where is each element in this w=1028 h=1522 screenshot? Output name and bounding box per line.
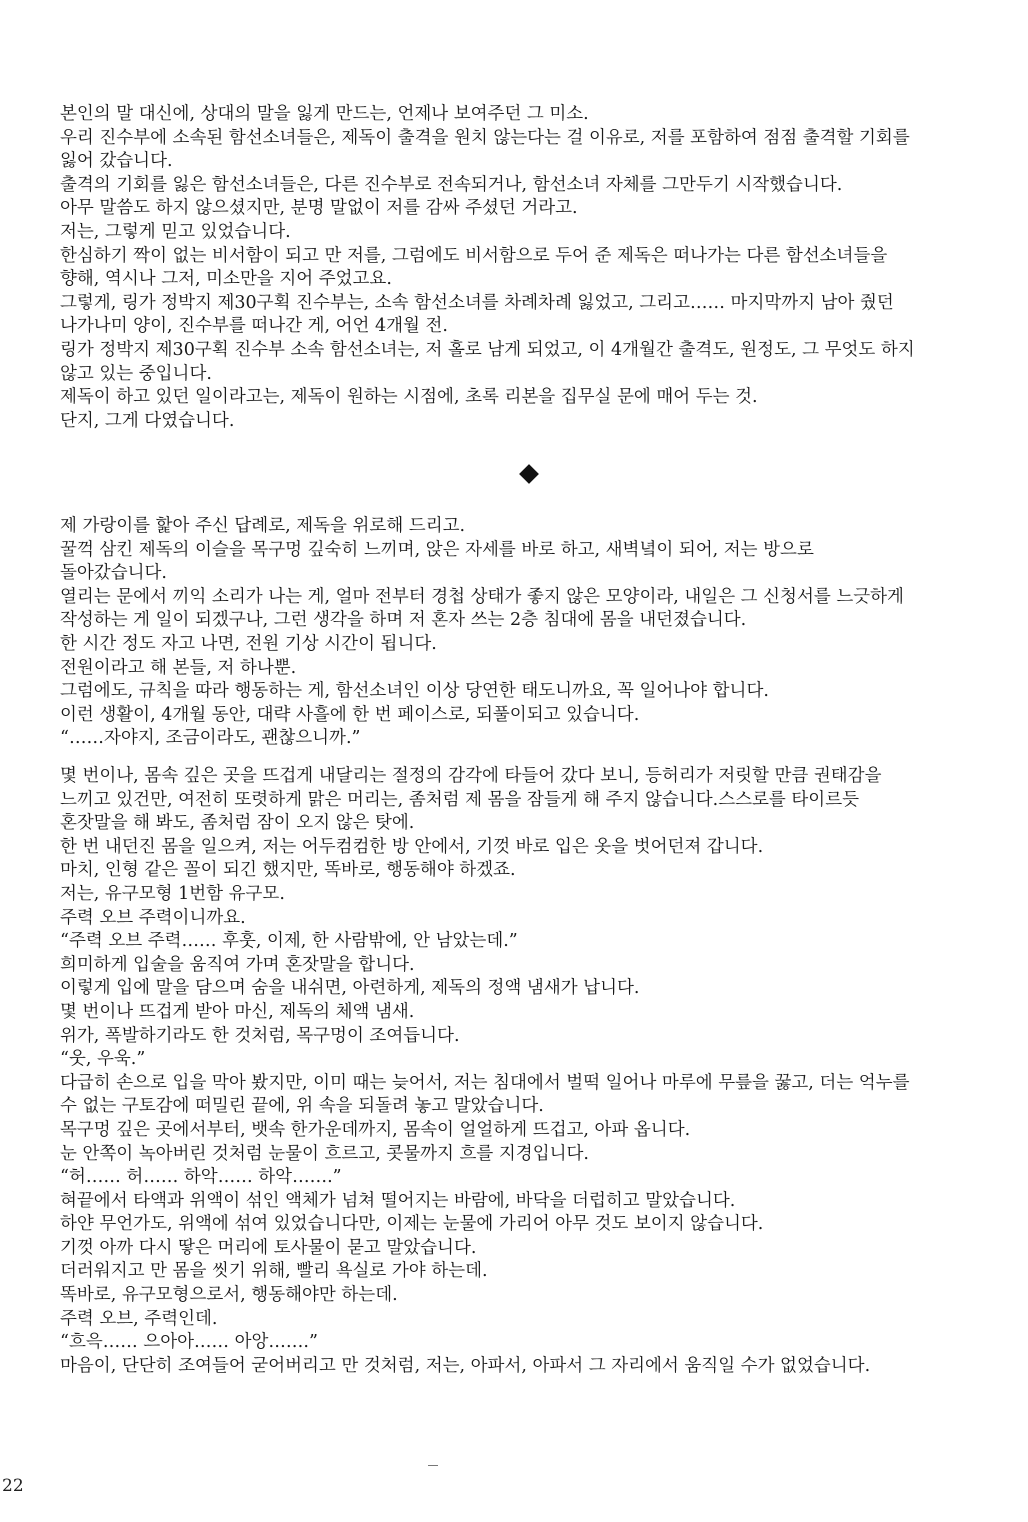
text-line: 한 번 내던진 몸을 일으켜, 저는 어두컴컴한 방 안에서, 기껏 바로 입은 옷을 벗어던져 갑니다. xyxy=(60,836,764,857)
text-line: 주력 오브, 주력인데. xyxy=(60,1308,218,1329)
text-line: 잃어 갔습니다. xyxy=(60,151,173,172)
text-line: 혼잣말을 해 봐도, 좀처럼 잠이 오지 않은 탓에. xyxy=(60,813,415,834)
text-line: 눈 안쪽이 녹아버린 것처럼 눈물이 흐르고, 콧물까지 흐를 지경입니다. xyxy=(60,1143,589,1164)
text-line: 저는, 그렇게 믿고 있었습니다. xyxy=(60,221,291,242)
text-line: 다급히 손으로 입을 막아 봤지만, 이미 때는 늦어서, 저는 침대에서 벌떡 일어나 마루에 무릎을 꿇고, 더는 억누를 xyxy=(60,1072,910,1093)
text-line: 한 시간 정도 자고 나면, 전원 기상 시간이 됩니다. xyxy=(60,633,437,654)
text-line: 이런 생활이, 4개월 동안, 대략 사흘에 한 번 페이스로, 되풀이되고 있습니다. xyxy=(60,704,640,725)
text-line: 본인의 말 대신에, 상대의 말을 잃게 만드는, 언제나 보여주던 그 미소. xyxy=(60,104,589,124)
text-line: “흐윽…… 으아아…… 아앙…….” xyxy=(60,1332,318,1353)
text-line: 주력 오브 주력이니까요. xyxy=(60,907,246,928)
text-line: 출격의 기회를 잃은 함선소녀들은, 다른 진수부로 전속되거나, 함선소녀 자체를 그만두기 시작했습니다. xyxy=(60,174,843,195)
text-line: 꿀꺽 삼킨 제독의 이슬을 목구멍 깊숙히 느끼며, 앉은 자세를 바로 하고, 새벽녘이 되어, 저는 방으로 xyxy=(60,539,814,560)
text-line: 마음이, 단단히 조여들어 굳어버리고 만 것처럼, 저는, 아파서, 아파서 그 자리에서 움직일 수가 없었습니다. xyxy=(60,1355,871,1376)
paragraph-block-1 xyxy=(60,103,1000,433)
text-line: “……자야지, 조금이라도, 괜찮으니까.” xyxy=(60,728,361,749)
text-line: 돌아갔습니다. xyxy=(60,563,167,584)
text-line: 전원이라고 해 본들, 저 하나뿐. xyxy=(60,657,297,678)
text-line: 혀끝에서 타액과 위액이 섞인 액체가 넘쳐 떨어지는 바람에, 바닥을 더럽히고 말았습니다. xyxy=(60,1190,736,1211)
text-line: 열리는 문에서 끼익 소리가 나는 게, 얼마 전부터 경첩 상태가 좋지 않은 모양이라, 내일은 그 신청서를 느긋하게 xyxy=(60,586,904,607)
paragraph-block-2 xyxy=(60,515,1000,751)
section-divider-diamond-icon xyxy=(519,464,539,484)
footer-mark xyxy=(428,1465,438,1466)
text-line: 더러워지고 만 몸을 씻기 위해, 빨리 욕실로 가야 하는데. xyxy=(60,1261,488,1282)
text-line: 저는, 유구모형 1번함 유구모. xyxy=(60,883,285,904)
text-line: 이렇게 입에 말을 담으며 숨을 내쉬면, 아련하게, 제독의 정액 냄새가 납니다. xyxy=(60,978,640,999)
text-line: 않고 있는 중입니다. xyxy=(60,363,212,384)
text-line: 몇 번이나, 몸속 깊은 곳을 뜨겁게 내달리는 절정의 감각에 타들어 갔다 보니, 등허리가 저릿할 만큼 권태감을 xyxy=(60,766,882,786)
text-line: 우리 진수부에 소속된 함선소녀들은, 제독이 출격을 원치 않는다는 걸 이유로, 저를 포함하여 점점 출격할 기회를 xyxy=(60,127,910,148)
page-number: 22 xyxy=(2,1476,24,1496)
paragraph-block-3 xyxy=(60,765,1000,1378)
text-line: 위가, 폭발하기라도 한 것처럼, 목구멍이 조여듭니다. xyxy=(60,1025,460,1046)
text-line: 기껏 아까 다시 땋은 머리에 토사물이 묻고 말았습니다. xyxy=(60,1237,477,1258)
text-line: 제 가랑이를 핥아 주신 답례로, 제독을 위로해 드리고. xyxy=(60,516,466,536)
text-line: 작성하는 게 일이 되겠구나, 그런 생각을 하며 저 혼자 쓰는 2층 침대에 몸을 내던졌습니다. xyxy=(60,610,747,631)
text-line: 아무 말씀도 하지 않으셨지만, 분명 말없이 저를 감싸 주셨던 거라고. xyxy=(60,198,578,219)
text-line: 제독이 하고 있던 일이라고는, 제독이 원하는 시점에, 초록 리본을 집무실 문에 매어 두는 것. xyxy=(60,387,758,408)
text-line: 그렇게, 링가 정박지 제30구획 진수부는, 소속 함선소녀를 차례차례 잃었고, 그리고…… 마지막까지 남아 줬던 xyxy=(60,292,894,313)
text-line: 느끼고 있건만, 여전히 또렷하게 맑은 머리는, 좀처럼 제 몸을 잠들게 해 주지 않습니다.스스로를 타이르듯 xyxy=(60,789,860,810)
text-line: 수 없는 구토감에 떠밀린 끝에, 위 속을 되돌려 놓고 말았습니다. xyxy=(60,1096,544,1117)
text-line: “주력 오브 주력…… 후훗, 이제, 한 사람밖에, 안 남았는데.” xyxy=(60,931,518,952)
text-line: “허…… 허…… 하악…… 하악…….” xyxy=(60,1167,342,1188)
text-line: “웃, 우욱.” xyxy=(60,1049,146,1070)
text-line: 한심하기 짝이 없는 비서함이 되고 만 저를, 그럼에도 비서함으로 두어 준 제독은 떠나가는 다른 함선소녀들을 xyxy=(60,245,888,266)
text-line: 나가나미 양이, 진수부를 떠나간 게, 어언 4개월 전. xyxy=(60,316,448,337)
text-line: 링가 정박지 제30구획 진수부 소속 함선소녀는, 저 홀로 남게 되었고, 이 4개월간 출격도, 원정도, 그 무엇도 하지 xyxy=(60,339,915,360)
text-line: 희미하게 입술을 움직여 가며 혼잣말을 합니다. xyxy=(60,954,415,975)
text-line: 향해, 역시나 그저, 미소만을 지어 주었고요. xyxy=(60,269,392,290)
text-line: 몇 번이나 뜨겁게 받아 마신, 제독의 체액 냄새. xyxy=(60,1001,415,1022)
text-line: 단지, 그게 다였습니다. xyxy=(60,410,235,431)
text-line: 목구멍 깊은 곳에서부터, 뱃속 한가운데까지, 몸속이 얼얼하게 뜨겁고, 아파 옵니다. xyxy=(60,1119,691,1140)
text-line: 하얀 무언가도, 위액에 섞여 있었습니다만, 이제는 눈물에 가리어 아무 것도 보이지 않습니다. xyxy=(60,1214,764,1235)
text-line: 그럼에도, 규칙을 따라 행동하는 게, 함선소녀인 이상 당연한 태도니까요, 꼭 일어나야 합니다. xyxy=(60,681,769,702)
text-line: 마치, 인형 같은 꼴이 되긴 했지만, 똑바로, 행동해야 하겠죠. xyxy=(60,860,516,881)
text-line: 똑바로, 유구모형으로서, 행동해야만 하는데. xyxy=(60,1285,398,1306)
